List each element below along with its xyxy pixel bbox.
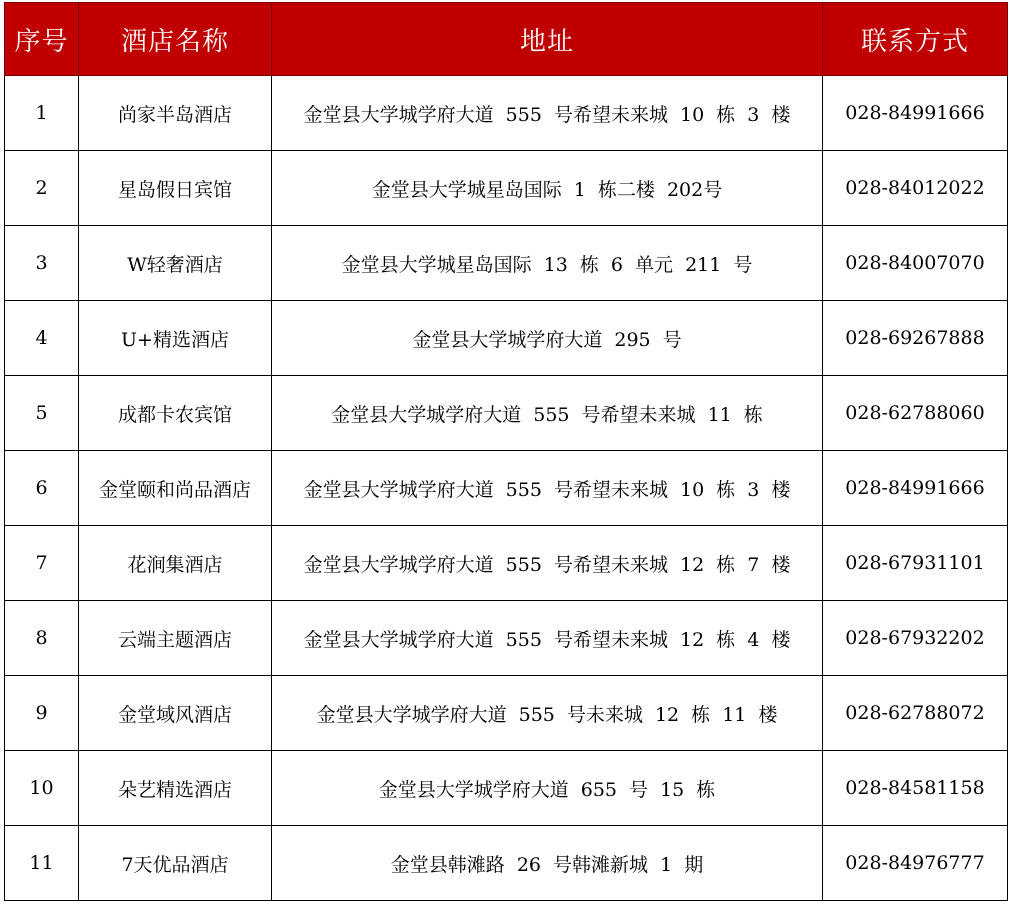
table-row [5, 451, 1008, 526]
row-index: 10 [5, 751, 79, 826]
hotel-address: 金堂县韩滩路 26 号韩滩新城 1 期 [272, 826, 823, 901]
hotel-phone: 028-69267888 [823, 301, 1008, 376]
hotel-phone: 028-84581158 [823, 751, 1008, 826]
hotel-address: 金堂县大学城星岛国际 1 栋二楼 202号 [272, 151, 823, 226]
hotel-address: 金堂县大学城学府大道 555 号未来城 12 栋 11 楼 [272, 676, 823, 751]
row-index: 3 [5, 226, 79, 301]
table-row [5, 76, 1008, 151]
table-row [5, 226, 1008, 301]
header-phone: 联系方式 [823, 3, 1008, 76]
hotel-address: 金堂县大学城学府大道 555 号希望未来城 11 栋 [272, 376, 823, 451]
header-address: 地址 [272, 3, 823, 76]
table-row [5, 526, 1008, 601]
hotel-list-sheet [4, 2, 1007, 901]
hotel-name: W轻奢酒店 [79, 226, 272, 301]
hotel-name: 朵艺精选酒店 [79, 751, 272, 826]
hotel-phone: 028-67931101 [823, 526, 1008, 601]
hotel-name: 7天优品酒店 [79, 826, 272, 901]
hotel-name: 星岛假日宾馆 [79, 151, 272, 226]
hotel-phone: 028-84991666 [823, 76, 1008, 151]
table-row [5, 376, 1008, 451]
header-name: 酒店名称 [79, 3, 272, 76]
hotel-name: 云端主题酒店 [79, 601, 272, 676]
hotel-phone: 028-67932202 [823, 601, 1008, 676]
hotel-address: 金堂县大学城学府大道 555 号希望未来城 10 栋 3 楼 [272, 76, 823, 151]
table-row [5, 751, 1008, 826]
hotel-name: 成都卡农宾馆 [79, 376, 272, 451]
hotel-address: 金堂县大学城学府大道 655 号 15 栋 [272, 751, 823, 826]
header-index: 序号 [5, 3, 79, 76]
hotel-name: U+精选酒店 [79, 301, 272, 376]
hotel-phone: 028-62788072 [823, 676, 1008, 751]
hotel-phone: 028-62788060 [823, 376, 1008, 451]
hotel-phone: 028-84991666 [823, 451, 1008, 526]
table-header [5, 3, 1008, 76]
hotel-name: 金堂域风酒店 [79, 676, 272, 751]
hotel-address: 金堂县大学城学府大道 295 号 [272, 301, 823, 376]
hotel-phone: 028-84007070 [823, 226, 1008, 301]
hotel-address: 金堂县大学城星岛国际 13 栋 6 单元 211 号 [272, 226, 823, 301]
hotel-address: 金堂县大学城学府大道 555 号希望未来城 12 栋 7 楼 [272, 526, 823, 601]
row-index: 7 [5, 526, 79, 601]
row-index: 6 [5, 451, 79, 526]
hotel-name: 金堂颐和尚品酒店 [79, 451, 272, 526]
hotel-address: 金堂县大学城学府大道 555 号希望未来城 12 栋 4 楼 [272, 601, 823, 676]
row-index: 11 [5, 826, 79, 901]
hotel-table [4, 2, 1008, 901]
table-row [5, 676, 1008, 751]
row-index: 8 [5, 601, 79, 676]
hotel-name: 尚家半岛酒店 [79, 76, 272, 151]
hotel-address: 金堂县大学城学府大道 555 号希望未来城 10 栋 3 楼 [272, 451, 823, 526]
table-row [5, 601, 1008, 676]
row-index: 2 [5, 151, 79, 226]
hotel-phone: 028-84976777 [823, 826, 1008, 901]
table-row [5, 826, 1008, 901]
table-row [5, 301, 1008, 376]
row-index: 4 [5, 301, 79, 376]
hotel-phone: 028-84012022 [823, 151, 1008, 226]
row-index: 5 [5, 376, 79, 451]
table-row [5, 151, 1008, 226]
row-index: 1 [5, 76, 79, 151]
hotel-name: 花涧集酒店 [79, 526, 272, 601]
row-index: 9 [5, 676, 79, 751]
table-body [5, 76, 1008, 901]
header-row [5, 3, 1008, 76]
